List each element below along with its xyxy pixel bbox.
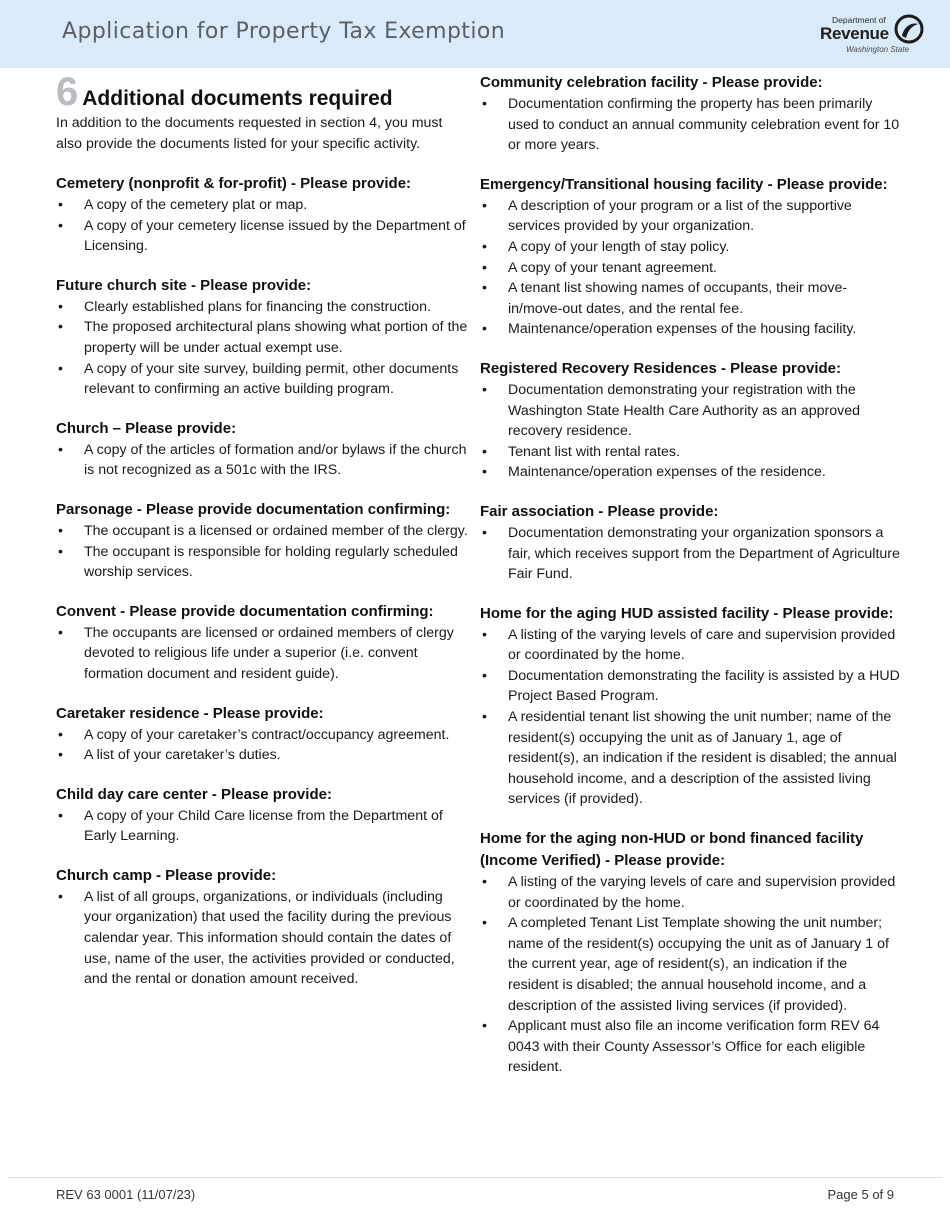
requirement-list xyxy=(56,887,472,990)
requirement-group xyxy=(480,828,900,1078)
requirement-list xyxy=(480,196,900,340)
group-title: Convent - Please provide documentation confirming: xyxy=(56,602,434,620)
form-id: REV 63 0001 (11/07/23) xyxy=(56,1187,196,1202)
list-item: • A residential tenant list showing the unit number; name of the resident(s) occupying the unit as of January 1, age of resident(s), an indication if the resident is disabled; the annual household income, and a description of the assisted living services (if provided). xyxy=(480,707,900,810)
section-title: Additional documents required xyxy=(82,87,393,110)
requirement-list xyxy=(480,872,900,1078)
requirement-group xyxy=(480,358,900,483)
group-title: Community celebration facility - Please provide: xyxy=(480,74,823,91)
requirement-group xyxy=(480,72,900,156)
list-item: • A copy of your tenant agreement. xyxy=(480,258,900,279)
list-item: • A listing of the varying levels of care and supervision provided or coordinated by the home. xyxy=(480,625,900,666)
group-title: Emergency/Transitional housing facility - Please provide: xyxy=(480,175,888,193)
list-item: • A copy of your Child Care license from the Department of Early Learning. xyxy=(56,806,472,847)
left-group-list xyxy=(56,173,472,990)
requirement-group xyxy=(56,173,472,257)
group-title: Fair association - Please provide: xyxy=(480,502,719,520)
group-title: Home for the aging HUD assisted facility - Please provide: xyxy=(480,604,894,622)
requirement-list xyxy=(56,521,472,583)
right-column xyxy=(480,72,900,1078)
section-heading xyxy=(56,72,472,112)
list-item: • The occupant is a licensed or ordained member of the clergy. xyxy=(56,521,472,542)
requirement-list xyxy=(480,523,900,585)
page-number: Page 5 of 9 xyxy=(827,1187,894,1202)
group-title: Parsonage - Please provide documentation confirming: xyxy=(56,500,451,518)
requirement-group xyxy=(480,501,900,585)
logo-line-state: Washington State xyxy=(846,45,910,54)
requirement-group xyxy=(56,275,472,400)
list-item: • A listing of the varying levels of care and supervision provided or coordinated by the home. xyxy=(480,872,900,913)
requirement-list xyxy=(56,297,472,400)
list-item: • A copy of your length of stay policy. xyxy=(480,237,900,258)
list-item: • A description of your program or a list of the supportive services provided by your organization. xyxy=(480,196,900,237)
list-item: • Documentation demonstrating your registration with the Washington State Health Care Authority as an approved recovery residence. xyxy=(480,380,900,442)
requirement-list xyxy=(56,440,472,481)
requirement-list xyxy=(480,94,900,156)
group-title: Registered Recovery Residences - Please provide: xyxy=(480,359,841,377)
dor-logo xyxy=(818,12,930,58)
list-item: • A copy of your caretaker’s contract/occupancy agreement. xyxy=(56,725,472,746)
list-item: • A completed Tenant List Template showing the unit number; name of the resident(s) occupying the unit as of January 1 of the current year, age of resident(s), an indication if the resident is disabled; the annual household income, and a description of the assisted living services (if provided). xyxy=(480,913,900,1016)
page-header xyxy=(0,0,950,68)
list-item: • A list of all groups, organizations, or individuals (including your organization) that used the facility during the previous calendar year. This information should contain the dates of use, name of the user, the activities provided or conducted, and the rental or donation amount received. xyxy=(56,887,472,990)
list-item: • A copy of the articles of formation and/or bylaws if the church is not recognized as a 501c with the IRS. xyxy=(56,440,472,481)
logo-line-revenue: Revenue xyxy=(820,24,889,43)
group-title: Church camp - Please provide: xyxy=(56,866,277,884)
requirement-list xyxy=(480,380,900,483)
requirement-group xyxy=(480,174,900,340)
footer-divider xyxy=(8,1177,942,1178)
group-title: Future church site - Please provide: xyxy=(56,276,312,294)
list-item: • The proposed architectural plans showing what portion of the property will be under actual exempt use. xyxy=(56,317,472,358)
list-item: • The occupants are licensed or ordained members of clergy devoted to religious life under a superior (i.e. convent formation document and resident guide). xyxy=(56,623,472,685)
requirement-group xyxy=(56,703,472,766)
requirement-list xyxy=(56,806,472,847)
list-item: • The occupant is responsible for holding regularly scheduled worship services. xyxy=(56,542,472,583)
requirement-group xyxy=(56,499,472,583)
list-item: • Documentation confirming the property has been primarily used to conduct an annual community celebration event for 10 or more years. xyxy=(480,94,900,156)
requirement-list xyxy=(56,195,472,257)
page-title: Application for Property Tax Exemption xyxy=(62,19,506,44)
right-group-list xyxy=(480,72,900,1078)
revenue-swirl-icon xyxy=(894,14,924,44)
list-item: • Documentation demonstrating the facility is assisted by a HUD Project Based Program. xyxy=(480,666,900,707)
list-item: • Maintenance/operation expenses of the housing facility. xyxy=(480,319,900,340)
requirement-group xyxy=(56,784,472,847)
group-title: Home for the aging non-HUD or bond financed facility (Income Verified) - Please provide: xyxy=(480,830,864,870)
requirement-group xyxy=(56,418,472,481)
list-item: • Maintenance/operation expenses of the residence. xyxy=(480,462,900,483)
group-title: Cemetery (nonprofit & for-profit) - Please provide: xyxy=(56,175,412,192)
group-title: Child day care center - Please provide: xyxy=(56,785,332,803)
requirement-group xyxy=(56,601,472,685)
section-intro: In addition to the documents requested in section 4, you must also provide the documents listed for your specific activity. xyxy=(56,115,443,152)
group-title: Caretaker residence - Please provide: xyxy=(56,704,324,722)
section-number: 6 xyxy=(56,70,79,114)
list-item: • A copy of the cemetery plat or map. xyxy=(56,195,472,216)
logo-line-department: Department of xyxy=(832,15,886,25)
list-item: • Documentation demonstrating your organization sponsors a fair, which receives support from the Department of Agriculture Fair Fund. xyxy=(480,523,900,585)
requirement-list xyxy=(480,625,900,810)
list-item: • A copy of your cemetery license issued by the Department of Licensing. xyxy=(56,216,472,257)
group-title: Church – Please provide: xyxy=(56,419,237,437)
list-item: • Clearly established plans for financing the construction. xyxy=(56,297,472,318)
left-column xyxy=(56,72,472,990)
requirement-list xyxy=(56,623,472,685)
list-item: • A copy of your site survey, building permit, other documents relevant to confirming an active building program. xyxy=(56,359,472,400)
requirement-group xyxy=(480,603,900,810)
list-item: • A list of your caretaker’s duties. xyxy=(56,745,472,766)
list-item: • Applicant must also file an income verification form REV 64 0043 with their County Assessor’s Office for each eligible resident. xyxy=(480,1016,900,1078)
requirement-group xyxy=(56,865,472,990)
requirement-list xyxy=(56,725,472,766)
list-item: • A tenant list showing names of occupants, their move- in/move-out dates, and the rental fee. xyxy=(480,278,900,319)
list-item: • Tenant list with rental rates. xyxy=(480,442,900,463)
